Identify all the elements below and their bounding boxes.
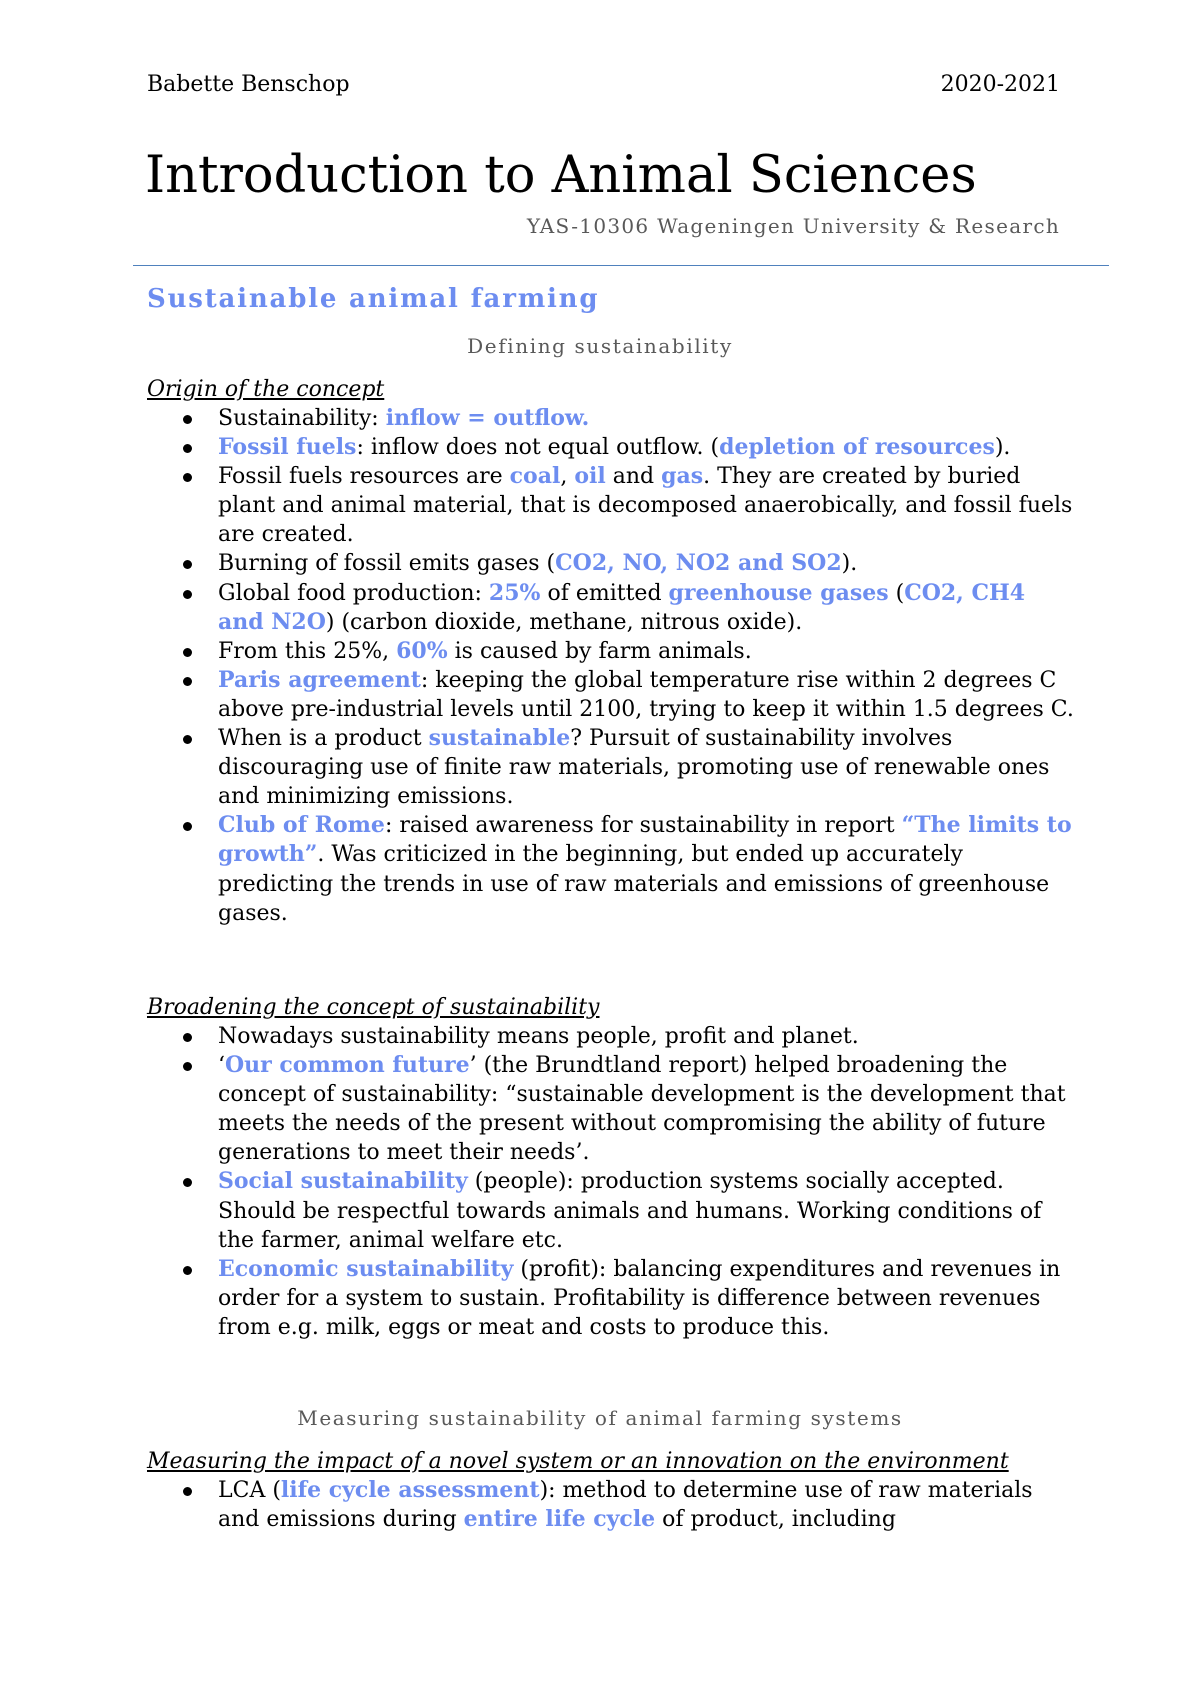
highlighted-term: oil xyxy=(574,463,606,490)
list-text: : keeping the global temperature rise within 2 degrees C above pre-industrial levels until 2100, trying to keep it within 1.5 degrees C. xyxy=(218,667,1074,722)
highlighted-term: Club of Rome xyxy=(218,812,385,839)
list-text: Nowadays sustainability means people, profit and planet. xyxy=(218,1024,859,1049)
highlighted-term: life cycle assessment xyxy=(280,1477,540,1503)
subsection-heading-measuring: Measuring sustainability of animal farming systems xyxy=(297,1406,903,1430)
list-text: (profit): balancing expenditures and revenues in order for a system to sustain. Profitability is difference between revenues from e.g. milk, eggs or meat and costs to produce this. xyxy=(218,1256,1061,1340)
list-item xyxy=(218,433,1078,462)
list-item xyxy=(218,811,1078,927)
broadening-list xyxy=(218,1022,1078,1342)
list-text: When is a product xyxy=(218,726,429,752)
list-item xyxy=(218,462,1078,549)
list-text: LCA ( xyxy=(218,1478,281,1503)
list-item xyxy=(218,666,1078,724)
highlighted-term: Social sustainability xyxy=(218,1168,468,1195)
list-text: ‘ xyxy=(218,1053,225,1079)
list-item xyxy=(218,1255,1078,1342)
list-text: and xyxy=(605,464,662,490)
heading-measuring: Measuring the impact of a novel system or an innovation on the environment xyxy=(147,1449,1009,1474)
list-item xyxy=(218,1022,1078,1051)
highlighted-term: inflow = outflow. xyxy=(385,405,590,431)
highlighted-term: Our common future xyxy=(225,1052,470,1079)
list-item xyxy=(218,1167,1078,1254)
highlighted-term: depletion of resources xyxy=(719,434,995,461)
highlighted-term: Paris agreement xyxy=(218,666,421,693)
list-item xyxy=(218,1476,1078,1534)
origin-list xyxy=(218,404,1078,928)
list-text: ? Pursuit of sustainability involves discouraging use of finite raw materials, promoting use of renewable ones and minimizing emissions. xyxy=(218,726,1050,810)
highlighted-term: 25% xyxy=(488,579,541,606)
heading-origin: Origin of the concept xyxy=(147,377,385,402)
highlighted-term: “The limits to growth” xyxy=(218,812,1072,868)
list-text: ): method to determine use of raw materials and emissions during xyxy=(218,1478,1033,1533)
highlighted-term: sustainable xyxy=(428,725,571,752)
highlighted-term: gas xyxy=(661,463,704,490)
list-text: Burning of fossil emits gases ( xyxy=(218,551,556,577)
title-divider xyxy=(133,265,1109,266)
list-text: From this 25%, xyxy=(218,638,397,664)
list-text: : raised awareness for sustainability in report xyxy=(384,813,902,839)
list-text: , xyxy=(560,464,575,490)
highlighted-term: CO2, NO, NO2 and SO2 xyxy=(555,550,842,577)
list-item xyxy=(218,404,1078,433)
list-item xyxy=(218,724,1078,811)
list-text: Global food production: xyxy=(218,580,489,606)
header-author: Babette Benschop xyxy=(147,72,350,97)
list-text: ). xyxy=(994,435,1011,461)
highlighted-term: 60% xyxy=(396,637,448,664)
list-text: ) (carbon dioxide, methane, nitrous oxide). xyxy=(325,609,803,635)
header-year: 2020-2021 xyxy=(940,72,1060,97)
highlighted-term: greenhouse gases xyxy=(668,579,889,606)
list-text: Sustainability: xyxy=(218,406,386,431)
highlighted-term: CO2, CH4 and N2O xyxy=(218,579,1026,635)
measuring-list xyxy=(218,1476,1078,1534)
list-item xyxy=(218,1051,1078,1167)
document-subtitle: YAS-10306 Wageningen University & Research xyxy=(526,214,1060,238)
list-item xyxy=(218,549,1078,578)
heading-broadening: Broadening the concept of sustainability xyxy=(147,995,600,1020)
list-text: . They are created by buried plant and animal material, that is decomposed anaerobically, and fossil fuels are created. xyxy=(218,464,1073,548)
list-text: of emitted xyxy=(540,580,669,606)
section-heading: Sustainable animal farming xyxy=(147,284,600,314)
highlighted-term: Economic sustainability xyxy=(218,1255,514,1282)
list-text: . Was criticized in the beginning, but ended up accurately predicting the trends in use of raw materials and emissions of greenhouse gases. xyxy=(218,842,1050,926)
list-text: is caused by farm animals. xyxy=(447,638,752,664)
highlighted-term: entire life cycle xyxy=(463,1506,656,1533)
list-item xyxy=(218,637,1078,666)
list-text: Fossil fuels resources are xyxy=(218,464,510,490)
list-text: (people): production systems socially accepted. Should be respectful towards animals and humans. Working conditions of the farmer, animal welfare etc. xyxy=(218,1169,1042,1253)
highlighted-term: Fossil fuels xyxy=(218,434,357,461)
document-title: Introduction to Animal Sciences xyxy=(145,146,977,205)
list-text: of product, including xyxy=(655,1507,896,1533)
list-text: ). xyxy=(841,551,858,577)
list-item xyxy=(218,579,1078,637)
list-text: ’ (the Brundtland report) helped broadening the concept of sustainability: “sustainable development is the development that meets the needs of the present without compromising the ability of future generations to meet their needs’. xyxy=(218,1053,1066,1166)
list-text: : inflow does not equal outflow. ( xyxy=(356,435,720,461)
list-text: ( xyxy=(888,580,905,606)
subsection-heading-defining: Defining sustainability xyxy=(467,334,733,358)
highlighted-term: coal xyxy=(509,463,561,490)
